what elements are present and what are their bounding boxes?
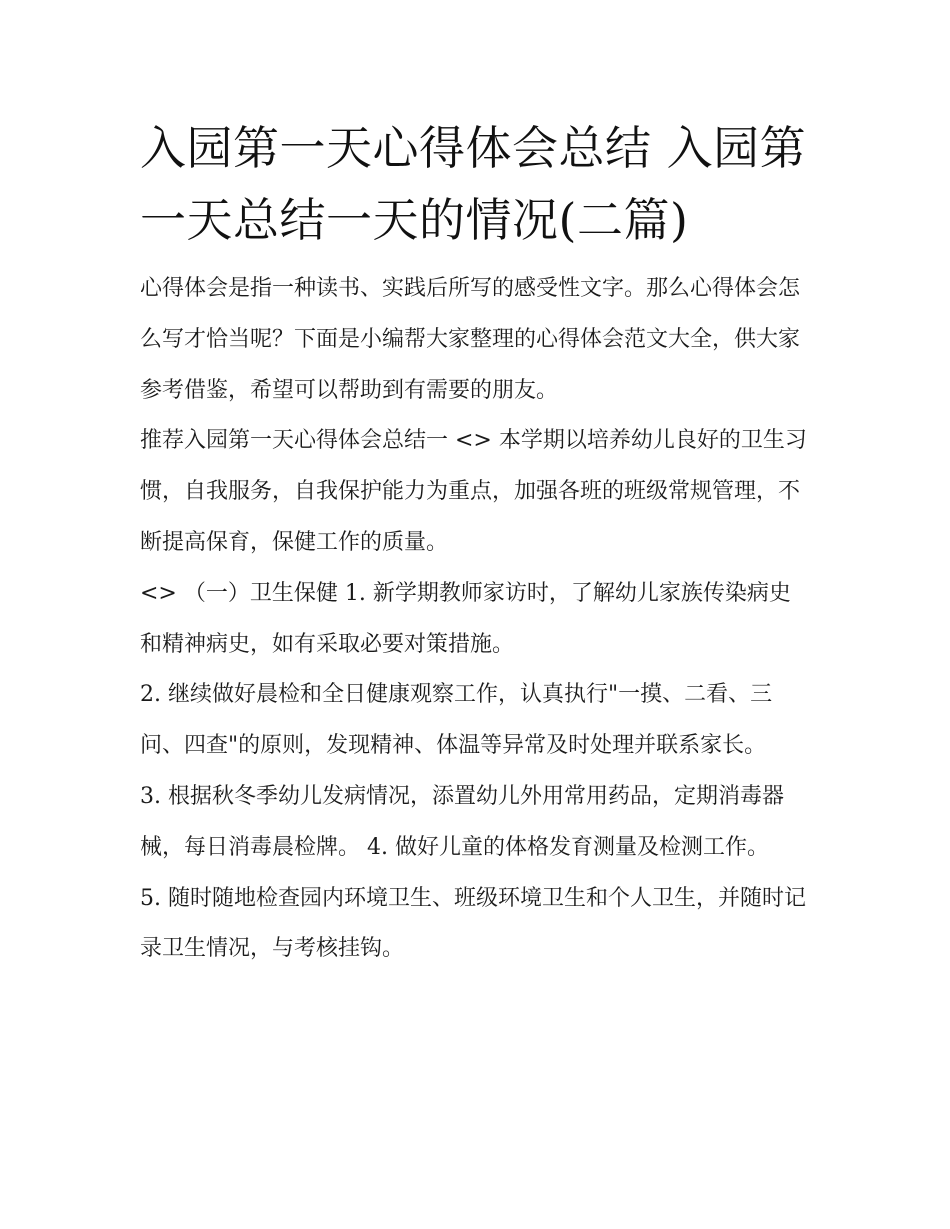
document-title: 入园第一天心得体会总结 入园第一天总结一天的情况(二篇)	[140, 121, 807, 247]
document-page	[140, 112, 812, 975]
paragraph-intro: 心得体会是指一种读书、实践后所写的感受性文字。那么心得体会怎么写才恰当呢？下面是小编帮大家整理的心得体会范文大全，供大家参考借鉴，希望可以帮助到有需要的朋友。	[140, 276, 801, 403]
paragraph-health-care-3-4: 3. 根据秋冬季幼儿发病情况，添置幼儿外用常用药品，定期消毒器械，每日消毒晨检牌。 4. 做好儿童的体格发育测量及检测工作。	[140, 783, 784, 860]
paragraph-health-care-1: <> （一）卫生保健 1. 新学期教师家访时，了解幼儿家族传染病史和精神病史，如有采取必要对策措施。	[140, 580, 791, 657]
paragraph-health-care-5: 5. 随时随地检查园内环境卫生、班级环境卫生和个人卫生，并随时记录卫生情况，与考核挂钩。	[140, 885, 806, 962]
document-body	[140, 264, 812, 975]
paragraph-health-care-2: 2. 继续做好晨检和全日健康观察工作，认真执行"一摸、二看、三问、四查"的原则，发现精神、体温等异常及时处理并联系家长。	[140, 682, 773, 759]
paragraph-recommendation: 推荐入园第一天心得体会总结一 <> 本学期以培养幼儿良好的卫生习惯，自我服务，自我保护能力为重点，加强各班的班级常规管理，不断提高保育，保健工作的质量。	[140, 428, 807, 555]
